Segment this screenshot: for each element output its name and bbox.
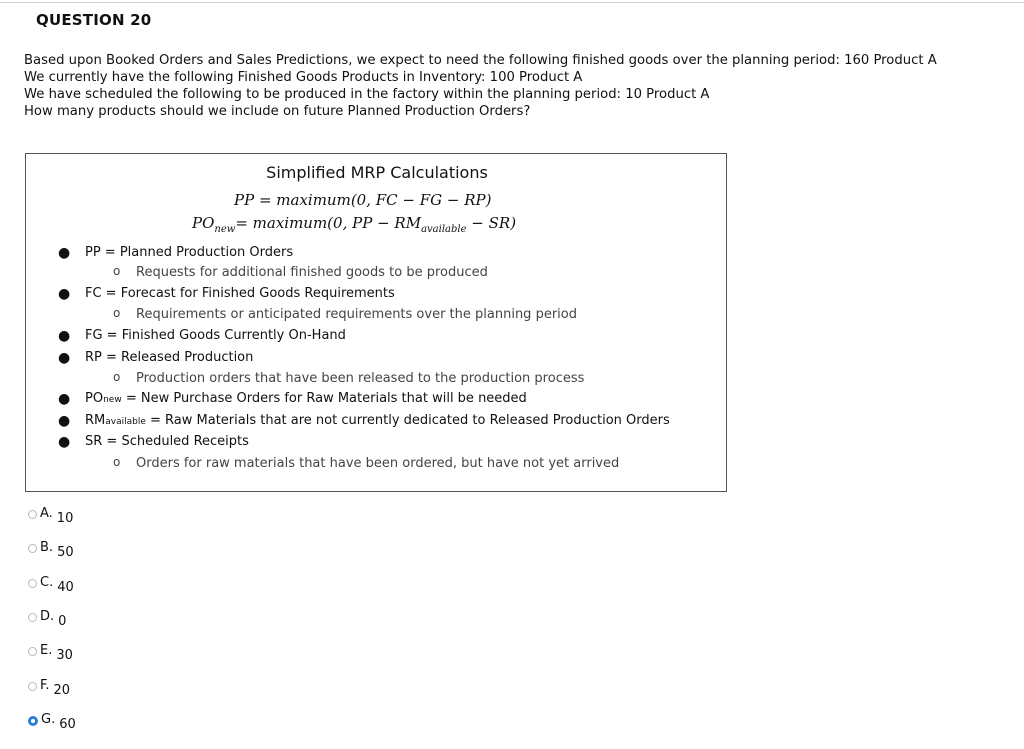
definition-fg: ● FG = Finished Goods Currently On-Hand (58, 328, 346, 344)
question-line: We currently have the following Finished Goods Products in Inventory: 100 Product A (24, 70, 583, 85)
circle-bullet-icon: o (113, 306, 121, 320)
definition-po: ● POnew = New Purchase Orders for Raw Materials that will be needed (58, 391, 527, 407)
option-letter: A. (40, 506, 53, 521)
question-line: How many products should we include on future Planned Production Orders? (24, 104, 531, 119)
answer-option-a[interactable] (28, 506, 73, 526)
option-value: 60 (59, 717, 76, 732)
definition-fc-detail: o Requirements or anticipated requirements over the planning period (113, 306, 577, 322)
bullet-icon: ● (58, 413, 71, 429)
radio-button[interactable] (28, 647, 37, 656)
question-line: Based upon Booked Orders and Sales Predictions, we expect to need the following finished goods over the planning period: 160 Product A (24, 53, 937, 68)
option-letter: B. (40, 540, 54, 555)
formula-po (192, 214, 517, 235)
definition-rm: ● RMavailable = Raw Materials that are not currently dedicated to Released Production Orders (58, 413, 670, 429)
radio-button[interactable] (28, 682, 37, 691)
option-value: 50 (57, 545, 74, 560)
option-value: 30 (56, 648, 73, 663)
answer-option-f[interactable] (28, 678, 70, 698)
formula-po-sub: new (214, 224, 236, 235)
option-value: 0 (58, 614, 67, 629)
answer-option-e[interactable] (28, 643, 73, 663)
definition-rp-detail: o Production orders that have been released to the production process (113, 370, 585, 386)
circle-bullet-icon: o (113, 370, 121, 384)
definition-fc: ● FC = Forecast for Finished Goods Requirements (58, 286, 395, 302)
radio-button[interactable] (28, 544, 37, 553)
formula-rm-sub: available (421, 224, 467, 235)
question-line: We have scheduled the following to be produced in the factory within the planning period: 10 Product A (24, 87, 710, 102)
bullet-icon: ● (58, 391, 71, 407)
formula-po-end: − SR) (466, 214, 517, 232)
question-text (24, 52, 937, 120)
mrp-title: Simplified MRP Calculations (266, 163, 488, 182)
answer-option-g[interactable] (28, 712, 76, 732)
definition-sr-detail: o Orders for raw materials that have been ordered, but have not yet arrived (113, 455, 620, 471)
bullet-icon: ● (58, 350, 71, 366)
radio-button[interactable] (28, 613, 37, 622)
formula-pp: PP = maximum(0, FC − FG − RP) (234, 191, 492, 209)
definition-rp: ● RP = Released Production (58, 350, 254, 366)
circle-bullet-icon: o (113, 264, 121, 278)
option-value: 40 (57, 580, 74, 595)
formula-po-label: PO (192, 214, 215, 232)
option-letter: F. (40, 678, 50, 693)
definition-sr: ● SR = Scheduled Receipts (58, 434, 249, 450)
radio-button-selected[interactable] (28, 716, 38, 726)
radio-button[interactable] (28, 579, 37, 588)
formula-po-mid: = maximum(0, PP − RM (235, 214, 422, 232)
option-letter: G. (41, 712, 56, 727)
bullet-icon: ● (58, 286, 71, 302)
option-letter: E. (40, 643, 53, 658)
option-letter: D. (40, 609, 55, 624)
answer-option-b[interactable] (28, 540, 74, 560)
bullet-icon: ● (58, 434, 71, 450)
bullet-icon: ● (58, 245, 71, 261)
circle-bullet-icon: o (113, 455, 121, 469)
radio-button[interactable] (28, 510, 37, 519)
definition-pp: ● PP = Planned Production Orders (58, 245, 294, 261)
answer-option-c[interactable] (28, 575, 74, 595)
question-title: QUESTION 20 (36, 11, 152, 29)
answer-option-d[interactable] (28, 609, 66, 629)
mrp-figure (25, 153, 727, 492)
definition-pp-detail: o Requests for additional finished goods to be produced (113, 264, 488, 280)
top-divider (0, 2, 1024, 3)
option-value: 20 (53, 683, 71, 698)
option-value: 10 (56, 511, 74, 526)
bullet-icon: ● (58, 328, 71, 344)
option-letter: C. (40, 575, 54, 590)
